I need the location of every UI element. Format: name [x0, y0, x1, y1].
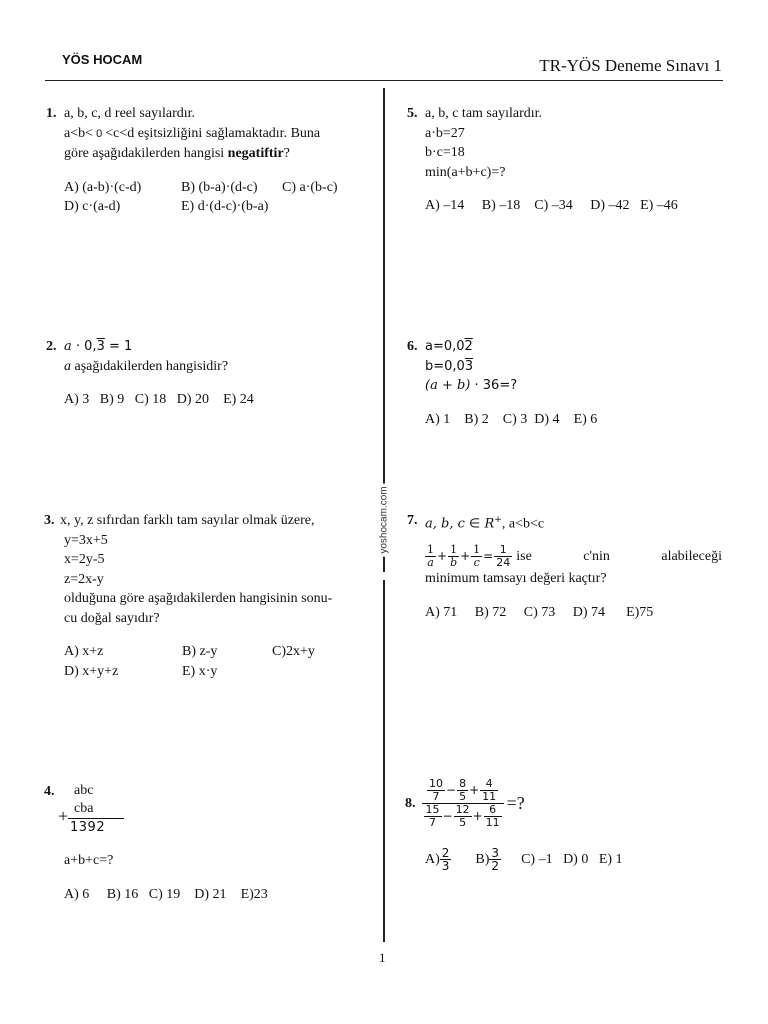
option-e[interactable]: E) d·(d-c)·(b-a): [181, 199, 269, 214]
option-e[interactable]: E) 6: [573, 411, 598, 427]
question-condition: a, b, c ∈ R+, a<b<c: [425, 515, 545, 532]
option-d[interactable]: D) 21: [194, 886, 227, 902]
option-a[interactable]: A) 1: [425, 411, 451, 427]
complex-fraction-line: [405, 777, 725, 829]
option-e[interactable]: E)23: [240, 886, 268, 902]
option-d[interactable]: D) x+y+z: [64, 663, 119, 679]
equation-line: x=2y-5: [64, 552, 105, 567]
option-d[interactable]: D) 20: [176, 392, 210, 407]
option-a[interactable]: A) 6: [64, 886, 90, 902]
fraction-equation: $\frac{1}{a}$ + $\frac{1}{b}$ + $\frac{1}{c}$ = $\frac{1}{24}$ ise c'nin alabileceği: [427, 543, 722, 570]
equals-question: =?: [506, 792, 525, 813]
question-text: göre aşağıdakilerden hangisi negatiftir?: [64, 146, 290, 161]
addition-problem: [58, 782, 124, 837]
option-d[interactable]: D) 4: [534, 411, 560, 427]
question-2: [46, 337, 362, 410]
option-a[interactable]: A) 71: [425, 604, 458, 620]
question-3: [44, 511, 362, 681]
equation-line: z=2x-y: [64, 571, 104, 587]
option-c[interactable]: C)2x+y: [272, 644, 315, 659]
option-c[interactable]: C) 18: [134, 392, 167, 407]
sum-result: 1392: [68, 818, 124, 837]
option-d[interactable]: D) –42: [590, 198, 630, 213]
addend-2: cba: [74, 801, 94, 816]
equation-line: y=3x+5: [64, 532, 108, 548]
denominator-expression: $\frac{15}{7}$ − $\frac{12}{5}$ + $\frac{6}{11}$: [422, 803, 504, 829]
question-8: [405, 777, 725, 873]
option-c[interactable]: C) –34: [534, 198, 573, 213]
fraction: $\frac{1}{24}$: [496, 543, 511, 570]
equation-line: a=0,02: [425, 339, 473, 354]
question-number: 3.: [44, 513, 55, 528]
equation-line: a·b=27: [425, 125, 465, 141]
question-number: 6.: [407, 339, 418, 354]
option-b[interactable]: B) (b-a)·(d-c): [181, 179, 258, 195]
question-text: minimum tamsayı değeri kaçtır?: [425, 571, 607, 587]
question-text: min(a+b+c)=?: [425, 164, 506, 180]
question-text: a aşağıdakilerden hangisidir?: [64, 358, 229, 374]
column-divider: [383, 580, 385, 942]
option-d[interactable]: D) c·(a-d): [64, 199, 121, 214]
option-e[interactable]: E) 24: [223, 392, 254, 407]
header-divider: [45, 80, 723, 81]
brand-label: YÖS HOCAM: [62, 52, 143, 67]
addend-1: abc: [74, 783, 94, 798]
question-equation: (a + b) · 36=?: [425, 378, 518, 393]
question-4: [44, 782, 362, 904]
question-text: a, b, c, d reel sayılardır.: [64, 106, 196, 121]
question-number: 7.: [407, 513, 418, 528]
fraction: $\frac{1}{c}$: [473, 543, 481, 570]
question-text: a, b, c tam sayılardır.: [425, 106, 543, 121]
question-equation: a · 0,3 = 1: [64, 339, 133, 354]
equation-line: b·c=18: [425, 145, 465, 160]
options-c-to-e[interactable]: C) –1 D) 0 E) 1: [521, 851, 623, 867]
fraction: $\frac{1}{b}$: [450, 543, 458, 570]
answer-options: [425, 603, 725, 623]
answer-options: [425, 196, 725, 216]
option-c[interactable]: C) 73: [523, 604, 556, 620]
question-number: 2.: [46, 339, 57, 354]
option-a[interactable]: A) x+z: [64, 644, 104, 659]
question-5: [407, 104, 725, 216]
answer-options: [64, 390, 362, 410]
question-text: olduğuna göre aşağıdakilerden hangisinin sonu-: [64, 591, 333, 606]
answer-options: [64, 662, 362, 682]
option-a[interactable]: A) –14: [425, 198, 465, 213]
option-b[interactable]: B) z-y: [182, 644, 218, 659]
question-7: [407, 511, 725, 622]
question-text: a<b< 0 <c<d eşitsizliğini sağlamaktadır. Buna: [64, 125, 321, 141]
fraction: $\frac{1}{a}$: [427, 543, 434, 570]
question-number: 5.: [407, 106, 418, 121]
option-c[interactable]: C) 19: [148, 886, 181, 902]
question-text: ise c'nin alabileceği: [516, 548, 722, 564]
question-6: [407, 337, 725, 429]
option-e[interactable]: E) x·y: [182, 663, 218, 679]
page-number: 1: [379, 950, 386, 965]
option-b[interactable]: B) –18: [481, 198, 521, 213]
option-b[interactable]: B) 16: [106, 886, 139, 902]
question-text: a+b+c=?: [64, 853, 114, 868]
option-b[interactable]: B) 72: [474, 604, 507, 620]
question-text: x, y, z sıfırdan farklı tam sayılar olmak üzere,: [60, 513, 315, 528]
option-a[interactable]: A) (a-b)·(c-d): [64, 179, 142, 195]
option-c[interactable]: C) 3: [502, 411, 528, 427]
answer-options: [64, 197, 362, 217]
exam-title: TR-YÖS Deneme Sınavı 1: [539, 56, 722, 75]
question-number: 1.: [46, 106, 57, 121]
answer-options: [425, 847, 725, 872]
answer-options: [64, 178, 362, 198]
question-1: [46, 104, 362, 217]
question-number: 8.: [405, 795, 416, 811]
numerator-expression: $\frac{10}{7}$ − $\frac{8}{5}$ + $\frac{4}{11}$: [429, 777, 497, 803]
option-e[interactable]: E) –46: [640, 198, 678, 213]
option-e[interactable]: E)75: [626, 604, 654, 620]
equation-line: b=0,03: [425, 358, 474, 374]
answer-options: [64, 642, 362, 662]
option-b[interactable]: B) 9: [99, 392, 125, 407]
option-b[interactable]: B) $\frac{3}{2}$: [475, 846, 500, 873]
option-d[interactable]: D) 74: [572, 604, 606, 620]
complex-fraction: [422, 778, 504, 829]
option-b[interactable]: B) 2: [464, 411, 489, 427]
watermark: yoshocam.com: [379, 483, 390, 556]
option-a[interactable]: A) 3: [64, 392, 90, 407]
option-a[interactable]: A) $\frac{2}{3}$: [425, 846, 450, 873]
plus-sign: +: [58, 806, 69, 826]
question-number: 4.: [44, 784, 55, 799]
question-text: cu doğal sayıdır?: [64, 610, 160, 626]
answer-options: [64, 885, 362, 905]
option-c[interactable]: C) a·(b-c): [282, 179, 338, 195]
answer-options: [425, 410, 725, 430]
